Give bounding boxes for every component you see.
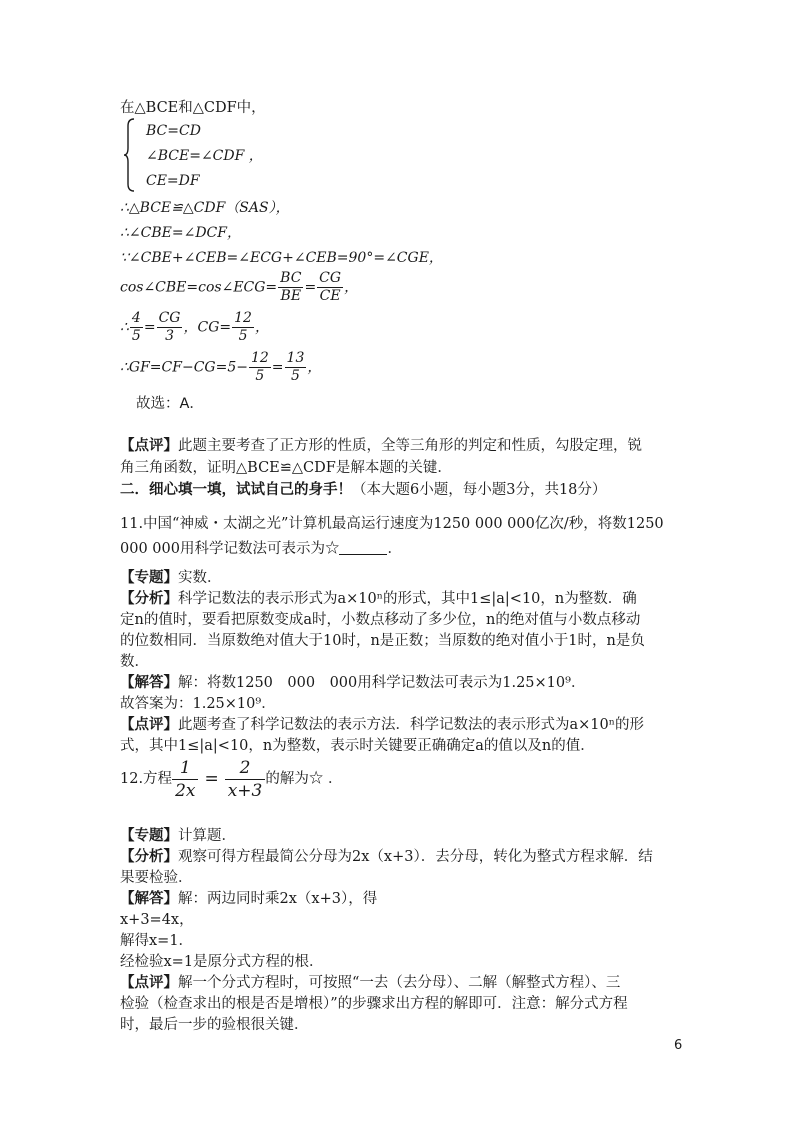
q11-line-2: [120, 539, 402, 559]
system-eq-2: ∠BCE=∠CDF ，: [146, 148, 263, 164]
fraction-2-x3: [225, 757, 266, 802]
equals-sign: =: [143, 319, 156, 336]
proof-gf-line: [120, 350, 321, 385]
fraction-12-5: [232, 310, 254, 345]
q11-period: ．: [387, 541, 402, 557]
proof-cg-line: [120, 310, 269, 345]
q11-analysis-4: 数．: [120, 654, 149, 670]
cg-equals: ，CG=: [183, 319, 232, 336]
fraction-cg-ce: [317, 270, 343, 305]
q11-answer: 故答案为：1.25×10⁹．: [120, 696, 276, 712]
q11-analysis-3: 的位数相同．当原数绝对值大于10时，n是正数；当原数的绝对值小于1时，n是负: [120, 633, 645, 649]
review-label: 【点评】: [120, 974, 178, 991]
fraction-denominator: 2x: [175, 780, 196, 801]
q12-review-2: 检验（检查求出的根是否是增根）”的步骤求出方程的解即可．注意：解分式方程: [120, 996, 628, 1012]
fraction-1-2x: [172, 757, 198, 802]
q12-step-1: x+3=4x，: [120, 912, 194, 928]
q12-question: [120, 756, 342, 802]
cos-prefix: cos∠CBE=cos∠ECG=: [120, 279, 278, 296]
q12-analysis-1: [120, 847, 653, 867]
system-brace: [124, 118, 136, 192]
q12-step-2: 解得x=1．: [120, 933, 194, 949]
answer-blank: [339, 540, 387, 555]
therefore-sign: ∴: [120, 319, 129, 336]
solution-text: 解：将数1250 000 000用科学记数法可表示为1.25×10⁹．: [178, 675, 586, 691]
fraction-denominator: 5: [290, 368, 300, 384]
system-eq-3: CE=DF: [146, 173, 200, 189]
proof-congruence: ∴△BCE≌△CDF（SAS），: [120, 200, 290, 216]
review-text: 此题考查了科学记数法的表示方法．科学记数法的表示形式为a×10ⁿ的形: [178, 717, 645, 733]
analysis-text: 科学记数法的表示形式为a×10ⁿ的形式，其中1≤|a|<10，n为整数．确: [178, 591, 637, 607]
q12-topic: [120, 826, 236, 846]
q11-line-1: 11.中国“神威・太湖之光”计算机最高运行速度为1250 000 000亿次/秒，将数1250: [120, 516, 664, 532]
fraction-bc-be: [278, 270, 303, 305]
analysis-text: 观察可得方程最简公分母为2x（x+3）．去分母，转化为整式方程求解．结: [178, 849, 653, 865]
topic-label: 【专题】: [120, 569, 178, 586]
fraction-denominator: x+3: [227, 780, 263, 801]
fraction-denominator: CE: [319, 288, 341, 304]
comma: ，: [307, 359, 322, 376]
fraction-numerator: 1: [172, 757, 198, 780]
q11-analysis-2: 定n的值时，要看把原数变成a时，小数点移动了多少位，n的绝对值与小数点移动: [120, 612, 641, 628]
section-2-heading: [120, 480, 606, 500]
solution-text: 解：两边同时乘2x（x+3），得: [178, 891, 378, 907]
fraction-numerator: 4: [131, 310, 141, 326]
fraction-denominator: 5: [131, 328, 141, 344]
q11-analysis-1: [120, 589, 637, 609]
proof-angle-equal: ∴∠CBE=∠DCF，: [120, 225, 241, 241]
fraction-numerator: 2: [225, 757, 266, 780]
topic-label: 【专题】: [120, 827, 178, 844]
q12-step-3: 经检验x=1是原分式方程的根．: [120, 954, 324, 970]
q11-review-2: 式，其中1≤|a|<10，n为整数，表示时关键要正确确定a的值以及n的值．: [120, 738, 595, 754]
topic-text: 计算题．: [178, 828, 236, 844]
q12-prefix: 12.方程: [120, 771, 173, 787]
fraction-numerator: 12: [250, 350, 269, 366]
fraction-numerator: 13: [286, 350, 305, 366]
q11-topic: [120, 568, 222, 588]
q11-text: 000 000用科学记数法可表示为☆: [120, 541, 340, 557]
review-10-line-2: 角三角函数，证明△BCE≌△CDF是解本题的关键．: [120, 460, 452, 476]
fraction-denominator: 3: [165, 328, 174, 344]
solution-label: 【解答】: [120, 674, 178, 691]
comma: ，: [344, 279, 359, 296]
fraction-denominator: BE: [280, 288, 302, 304]
q11-review-1: [120, 715, 644, 735]
q11-solution: [120, 673, 585, 693]
fraction-denominator: 5: [255, 368, 265, 384]
fraction-denominator: 5: [238, 328, 248, 344]
q12-review-3: 时，最后一步的验根很关键．: [120, 1017, 309, 1033]
review-label: 【点评】: [120, 437, 178, 454]
proof-intro: 在△BCE和△CDF中，: [120, 100, 266, 116]
fraction-13-5: [285, 350, 307, 385]
review-10-line-1: [120, 436, 642, 456]
equals-sign: =: [204, 769, 219, 789]
fraction-numerator: CG: [158, 310, 181, 326]
fraction-numerator: BC: [280, 270, 302, 286]
q12-analysis-2: 果要检验．: [120, 870, 193, 886]
topic-text: 实数．: [178, 570, 222, 586]
fraction-numerator: CG: [319, 270, 342, 286]
proof-angle-sum: ∵∠CBE+∠CEB=∠ECG+∠CEB=90°=∠CGE，: [120, 250, 443, 266]
gf-prefix: ∴GF=CF−CG=5−: [120, 359, 248, 376]
proof-answer: 故选：A．: [136, 396, 204, 412]
fraction-cg-3: [157, 310, 183, 345]
analysis-label: 【分析】: [120, 590, 178, 607]
q12-solution: [120, 889, 377, 909]
q12-suffix: 的解为☆ ．: [265, 771, 343, 787]
solution-label: 【解答】: [120, 890, 178, 907]
equals-sign: =: [271, 359, 284, 376]
review-text: 此题主要考查了正方形的性质，全等三角形的判定和性质，勾股定理，锐: [178, 438, 642, 454]
review-text: 解一个分式方程时，可按照“一去（去分母）、二解（解整式方程）、三: [178, 975, 621, 991]
page-number: 6: [674, 1038, 683, 1053]
section-title: 二．细心填一填，试试自己的身手！: [120, 481, 352, 498]
fraction-numerator: 12: [234, 310, 252, 326]
review-label: 【点评】: [120, 716, 178, 733]
equals-sign: =: [304, 279, 317, 296]
fraction-4-5: [130, 310, 143, 345]
analysis-label: 【分析】: [120, 848, 178, 865]
system-eq-1: BC=CD: [146, 123, 201, 139]
section-note: （本大题6小题，每小题3分，共18分）: [352, 482, 607, 498]
fraction-12-5: [249, 350, 271, 385]
proof-cos-line: [120, 270, 358, 305]
q12-review-1: [120, 973, 620, 993]
comma: ，: [254, 319, 269, 336]
